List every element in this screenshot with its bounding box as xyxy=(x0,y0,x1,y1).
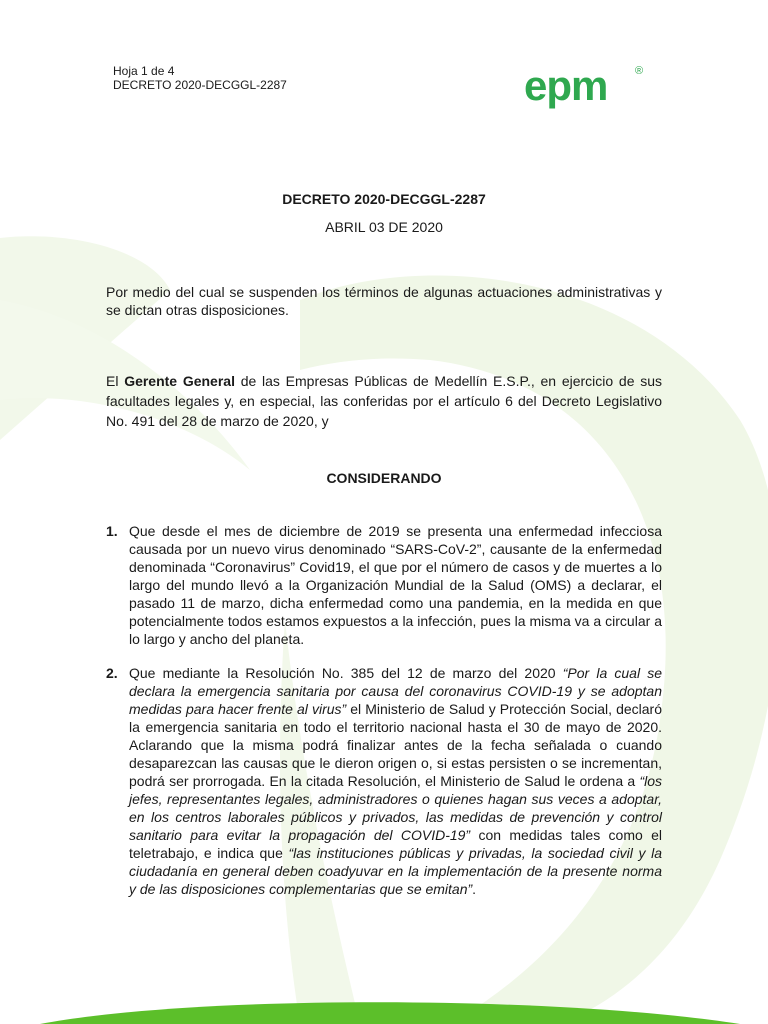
preamble-authority: Gerente General xyxy=(124,373,235,389)
item-number: 1. xyxy=(106,523,118,539)
decree-title: DECRETO 2020-DECGGL-2287 xyxy=(282,191,486,207)
preamble-lead: El xyxy=(106,373,125,389)
item-text-part: Que mediante la Resolución No. 385 del 12 de marzo del 2020 xyxy=(129,665,563,681)
considerando-item xyxy=(106,522,662,648)
quoted-institutions-duty: “las instituciones públicas y privadas, la sociedad civil y la ciudadanía en general deben coadyuvar en la implementación de la presente norma y de las disposiciones complementarias que se emitan” xyxy=(129,845,662,897)
decree-date: ABRIL 03 DE 2020 xyxy=(325,219,443,235)
preamble-rest: de las Empresas Públicas de Medellín E.S.P., en ejercicio de sus facultades legales y, en especial, las conferidas por el artículo 6 del Decreto Legislativo No. 491 del 28 de marzo de 2020, y xyxy=(106,373,663,429)
item-text-part: el Ministerio de Salud y Protección Social, declaró la emergencia sanitaria en todo el territorio nacional hasta el 30 de mayo de 2020. Aclarando que la misma podrá finalizar antes de la fecha señalada o cuando desaparezcan las causas que le dieron origen o, si estas persisten o se incrementan, podrá ser prorrogada. En la citada Resolución, el Ministerio de Salud le ordena a xyxy=(129,701,662,789)
page-header xyxy=(113,64,287,92)
decree-reference: DECRETO 2020-DECGGL-2287 xyxy=(113,78,287,92)
registered-mark: ® xyxy=(635,65,644,77)
item-text-part: . xyxy=(472,881,477,897)
preamble-paragraph xyxy=(106,371,662,431)
sheet-number: Hoja 1 de 4 xyxy=(113,64,175,78)
quoted-ministry-order: “los jefes, representantes legales, administradores o quienes hagan sus veces a adoptar, en los centros laborales públicos y privados, las medidas de prevención y control sanitario para evitar la propagación del COVID-19” xyxy=(129,773,662,843)
quoted-resolution-title: “Por la cual se declara la emergencia sanitaria por causa del coronavirus COVID-19 y se adoptan medidas para hacer frente al virus” xyxy=(129,665,663,717)
considerando-item xyxy=(106,664,662,898)
item-text xyxy=(129,664,662,898)
epm-logo xyxy=(524,60,648,120)
item-text: Que desde el mes de diciembre de 2019 se presenta una enfermedad infecciosa causada por un nuevo virus denominado “SARS-CoV-2”, causante de la enfermedad denominada “Coronavirus” Covid19, el que por el número de casos y de muertes a lo largo del mundo llevó a la Organización Mundial de la Salud (OMS) a declarar, el pasado 11 de marzo, dicha enfermedad como una pandemia, en la medida en que potencialmente todos estamos expuestos a la infección, pues la misma va a circular a lo largo y ancho del planeta. xyxy=(129,523,662,647)
item-number: 2. xyxy=(106,665,118,681)
section-heading-considerando: CONSIDERANDO xyxy=(326,470,442,486)
epm-logo-wordmark: epm xyxy=(524,62,608,109)
item-text-part: con medidas tales como el teletrabajo, e indica que xyxy=(129,827,663,861)
decree-subject: Por medio del cual se suspenden los términos de algunas actuaciones administrativas y se dictan otras disposiciones. xyxy=(106,284,662,318)
